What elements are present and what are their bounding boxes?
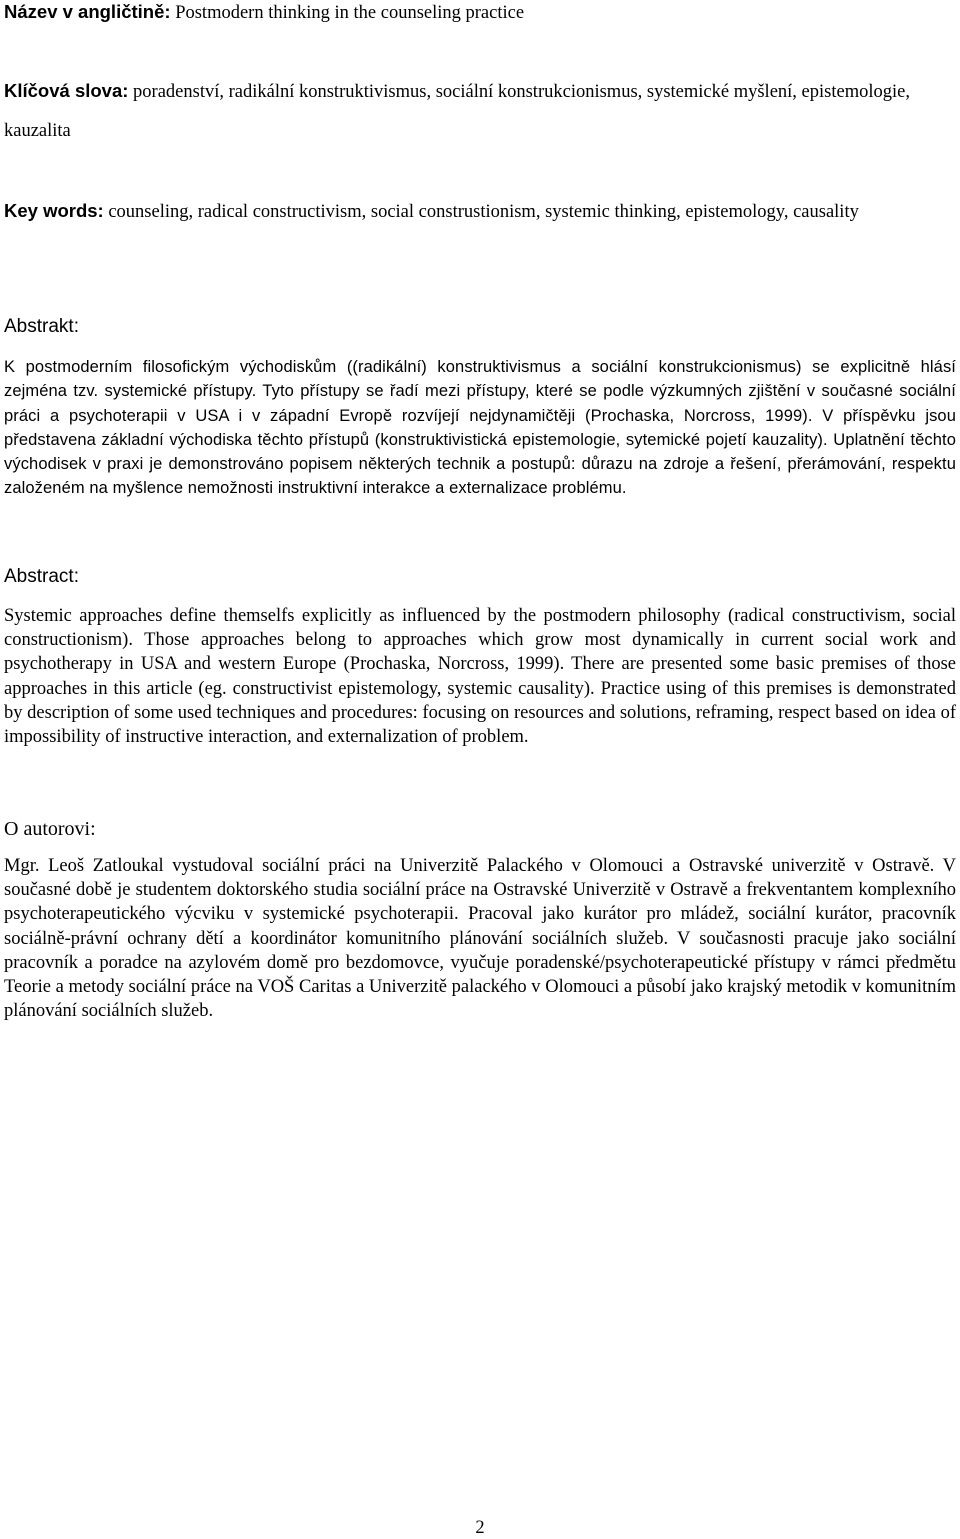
- page-number: 2: [475, 1518, 485, 1538]
- about-author-heading: O autorovi:: [4, 818, 96, 840]
- czech-keywords-line: [4, 71, 956, 151]
- czech-abstract-heading: Abstrakt:: [4, 316, 79, 337]
- english-title-value: Postmodern thinking in the counseling practice: [175, 3, 525, 23]
- czech-abstract-text: K postmoderním filosofickým východiskům ((radikální) konstruktivismus a sociální konstrukcionismus) se explicitně hlásí zejména tzv. systemické přístupy. Tyto přístupy se řadí mezi přístupy, které se podle výzkumných zjištění v současné sociální práci a psychoterapii v USA i v západní Evropě rozvíjejí nejdynamičtěji (Prochaska, Norcross, 1999). V příspěvku jsou představena základní východiska těchto přístupů (konstruktivistická epistemologie, sytemické pojetí kauzality). Uplatnění těchto východisek v praxi je demonstrováno popisem některých technik a postupů: důrazu na zdroje a řešení, přerámování, respektu založeném na myšlence nemožnosti instruktivní interakce a externalizace problému.: [4, 358, 956, 498]
- english-keywords-value: counseling, radical constructivism, social construstionism, systemic thinking, epistemology, causality: [108, 202, 859, 222]
- about-author-text: Mgr. Leoš Zatloukal vystudoval sociální práci na Univerzitě Palackého v Olomouci a Ostravské univerzitě v Ostravě. V současné době je studentem doktorského studia sociální práce na Ostravské Univerzitě v Ostravě a frekventantem komplexního psychoterapeutického výcviku v systemické psychoterapii. Pracoval jako kurátor pro mládež, sociální kurátor, pracovník sociálně-právní ochrany dětí a koordinátor komunitního plánování sociálních služeb. V současnosti pracuje jako sociální pracovník a poradce na azylovém domě pro bezdomovce, vyučuje poradenské/psychoterapeutické přístupy v rámci předmětu Teorie a metody sociální práce na VOŠ Caritas a Univerzitě palackého v Olomouci a působí jako krajský metodik v komunitním plánování sociálních služeb.: [4, 856, 956, 1022]
- czech-keywords-label: Klíčová slova:: [4, 80, 129, 101]
- english-title-line: [4, 0, 956, 33]
- czech-keywords-value: poradenství, radikální konstruktivismus, sociální konstrukcionismus, systemické myšlení, epistemologie, kauzalita: [4, 82, 910, 141]
- english-keywords-line: [4, 191, 956, 232]
- english-abstract-heading: Abstract:: [4, 566, 79, 587]
- english-title-label: Název v angličtině:: [4, 1, 171, 22]
- english-abstract-text: Systemic approaches define themselfs explicitly as influenced by the postmodern philosophy (radical constructivism, social constructionism). Those approaches belong to approaches which grow most dynamically in current social work and psychotherapy in USA and western Europe (Prochaska, Norcross, 1999). There are presented some basic premises of those approaches in this article (eg. constructivist epistemology, systemic causality). Practice using of this premises is demonstrated by description of some used techniques and procedures: focusing on resources and solutions, reframing, respect based on idea of impossibility of instructive interaction, and externalization of problem.: [4, 606, 956, 748]
- english-keywords-label: Key words:: [4, 200, 104, 221]
